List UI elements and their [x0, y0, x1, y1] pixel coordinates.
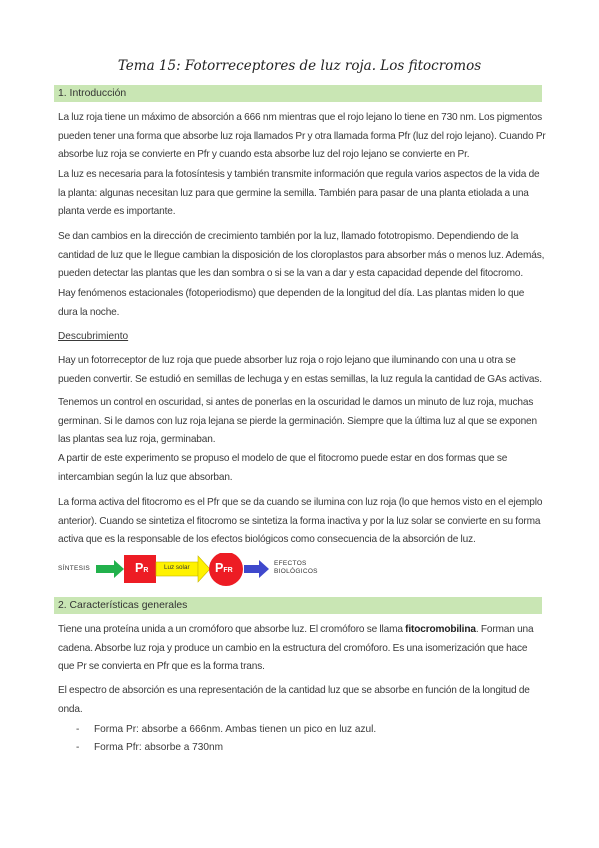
- paragraph-descubrimiento-1: Hay un fotorreceptor de luz roja que puede absorber luz roja o rojo lejano que iluminando con una u otra se pueden convertir. Se estudió en semillas de lechuga y en estas semillas, la luz regula la cantidad de GAs activas.: [58, 355, 542, 385]
- synthesis-label: SÍNTESIS: [58, 565, 91, 572]
- paragraph-caracteristicas-2: El espectro de absorción es una representación de la cantidad luz que se absorbe en función de la longitud de onda.: [58, 685, 530, 715]
- effects-label: [274, 560, 318, 576]
- pr-main-letter: P: [135, 561, 144, 575]
- paragraph-descubrimiento-4: La forma activa del fitocromo es el Pfr que se da cuando se ilumina con luz roja (lo que hemos visto en el ejemplo anterior). Cuando se sintetiza el fitocromo se sintetiza la forma inactiva y por la luz solar se convierte en su forma activa que es la responsable de los efectos biológicos como consecuencia de la absorción de luz.: [58, 497, 543, 545]
- pfr-subscript: FR: [223, 567, 233, 574]
- blue-arrow-icon: [244, 560, 269, 578]
- subheading-descubrimiento: Descubrimiento: [58, 331, 129, 342]
- pr-subscript: R: [143, 567, 149, 574]
- fitocromobilina-term: fitocromobilina: [405, 624, 476, 635]
- section-heading-introduccion: 1. Introducción: [54, 85, 542, 102]
- paragraph-intro-1: La luz roja tiene un máximo de absorción a 666 nm mientras que el rojo lejano lo tiene en 730 nm. Los pigmentos pueden tener una forma que absorbe luz roja llamados Pr y otra llamada forma Pfr (luz del rojo lejano). Cuando Pr absorbe luz roja se convierte en Pfr y cuando esta absorbe luz del rojo lejano se convierte en Pr.: [58, 112, 546, 160]
- paragraph-intro-3: Se dan cambios en la dirección de crecimiento también por la luz, llamado fototropismo. Dependiendo de la cantidad de luz que le llegue cambian la disposición de los cloroplastos para absorber más o menos luz. Además, pueden detectar las plantas que les dan sombra o si se la van a dar y esta capacidad depende del fitocromo.: [58, 231, 545, 279]
- paragraph-descubrimiento-2: Tenemos un control en oscuridad, si antes de ponerlas en la oscuridad le damos un minuto de luz roja, muchas germinan. Si le damos con luz roja lejana se pierde la germinación. Siempre que la última luz al que se exponen las plantas sea luz roja, germinaban.: [58, 397, 537, 445]
- phytochrome-conversion-diagram: [58, 553, 358, 587]
- bullet-text: Forma Pr: absorbe a 666nm. Ambas tienen un pico en luz azul.: [94, 724, 377, 735]
- green-arrow-icon: [96, 560, 124, 578]
- paragraph-intro-4: Hay fenómenos estacionales (fotoperiodismo) que dependen de la longitud del día. Las plantas miden lo que dura la noche.: [58, 288, 525, 318]
- pr-label: [135, 561, 148, 575]
- paragraph-intro-2: La luz es necesaria para la fotosíntesis y también transmite información que regula varios aspectos de la vida de la planta: algunas necesitan luz para que germine la semilla. También para pasar de una planta etiolada a una planta verde es importante.: [58, 169, 540, 217]
- paragraph-caracteristicas-1: [58, 621, 546, 677]
- bullet-dash: -: [76, 724, 80, 735]
- sunlight-label: Luz solar: [164, 564, 190, 571]
- pfr-main-letter: P: [215, 561, 224, 575]
- pfr-label: [215, 561, 233, 575]
- document-title: Tema 15: Fotorreceptores de luz roja. Los fitocromos: [117, 58, 482, 74]
- bullet-dash: -: [76, 742, 80, 753]
- section-heading-caracteristicas: 2. Características generales: [54, 597, 542, 614]
- effects-line-1: EFECTOS: [274, 560, 307, 567]
- p1-text-after: . Forman una cadena. Absorbe luz roja y produce un cambio en la estructura del cromóforo. Es una isomerización que hace que Pr se convierta en Pfr que es la forma trans.: [58, 624, 534, 672]
- p1-text-before: Tiene una proteína unida a un cromóforo que absorbe luz. El cromóforo se llama: [58, 624, 406, 635]
- effects-line-2: BIOLÓGICOS: [274, 568, 318, 575]
- bullet-text: Forma Pfr: absorbe a 730nm: [94, 742, 224, 753]
- paragraph-descubrimiento-3: A partir de este experimento se propuso el modelo de que el fitocromo puede estar en dos formas que se intercambian según la luz que absorban.: [58, 453, 508, 483]
